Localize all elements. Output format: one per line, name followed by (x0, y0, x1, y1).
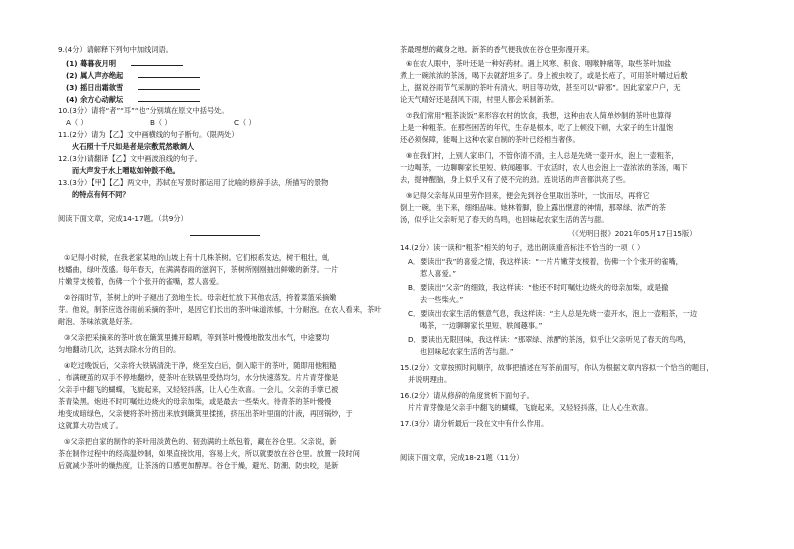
q13-line-2: 的特点有何不同？ (72, 190, 130, 199)
q14-option-d-line-2: 也回味起农家生活的苦与甜。” (420, 347, 514, 356)
para-6-line-2: 煮上一碗浓浓的茶汤，喝下去就舒坦多了。身上被虫咬了，或是长疮了，可用茶叶嚼过后敷 (400, 71, 688, 80)
para-1-line-2: 枝蟠曲，绿叶茂盛。每年春天，在满满春雨的滋润下，茶树所刚刚抽出鲜嫩的新芽。一片 (58, 265, 339, 274)
article-citation: （《光明日报》2021年05月17日15版） (568, 229, 697, 238)
q16-sentence: 片片青芽像是父亲手中翻飞的蝴蝶，飞旋起来，又轻轻抖落，让人心生欢喜。 (408, 403, 653, 412)
para-2-line-2: 芽。他说，制茶应选谷雨前采摘的茶叶，是因它们长出的茶叶味道浓郁，十分耐泡。在农人看来，茶叶 (58, 305, 382, 314)
para-5-line-1: ⑤父亲把自家的制作的茶叶用淡黄色的、韧劲满的土纸包着，藏在谷仓里。父亲说，新 (64, 437, 337, 446)
para-4-line-2: 、布满硬茧的双手不停地翻炒，使茶叶在铁锅里受热均匀，水分快速蒸发。片片青芽像是 (58, 373, 339, 382)
para-7-line-3: 还必须保障，能喝上这种农家自制的茶叶已经相当奢侈。 (400, 135, 580, 144)
para-2-line-3: 耐泡、茶味浓就是好茶。 (58, 317, 138, 326)
q9-answer-blank-2[interactable] (138, 70, 200, 78)
q10-heading: 10.(3分）请将“者”“耳”“也”分别填在原文中括号处。 (58, 106, 229, 115)
q13-heading: 13.(3分）【甲】【乙】两文中，苏轼在写景时都运用了比喻的修辞手法，所描写的景物 (58, 178, 329, 187)
q9-answer-blank-1[interactable] (131, 58, 183, 66)
q15-line-2: 并说明理由。 (408, 375, 452, 384)
q12-heading: 12.(3分)请翻译【乙】文中画波浪线的句子。 (58, 154, 202, 163)
q14-option-a-line-2: 惹人喜爱。” (420, 269, 457, 278)
para-5-line-2: 茶在制作过程中的经高温炒制，如果直接饮用，容易上火，所以就要放在谷仓里。放置一段时间 (58, 449, 360, 458)
q10-option-b: B（ ） (150, 118, 172, 127)
para-8-line-3: 去，提神醒脑，身上似乎又有了使不完的劲。连说话的声音都洪亮了些。 (400, 175, 631, 184)
para-7-line-2: 上是一种粗茶。在那些困苦的年代，生存是根本，吃了上顿没下顿，大家子的生计温饱 (400, 123, 674, 132)
q11-sentence: 火石照十千尺如是者是宗敷荒然歌绸人 (72, 142, 195, 151)
q15-heading: 15.(2分）文章按照时间顺序，故事把描述在写茶前面写，你认为根据文章内容拟一个恰当的题目， (400, 363, 714, 372)
para-4-line-1: ④吃过晚饭后，父亲将大铁锅清洗干净，烧至发白后，倒入晾干的茶叶，随即用他粗糙 (64, 361, 337, 370)
q10-option-c: C（ ） (234, 118, 256, 127)
para-4-line-5: 地变成暗绿色，父亲便将茶叶捞出来放到簸箕里揉搓，挤压出茶叶里面的汁液，再回锅炒，于 (58, 409, 353, 418)
q14-option-a-line-1: A．要读出“我”的喜爱之情，我这样读：“一片片嫩芽支棱着，伤佛一个个张开的雀嘴， (408, 257, 683, 266)
q9-answer-blank-3[interactable] (138, 82, 200, 90)
para-6-line-1: ⑥在农人眼中，茶叶还是一种好药材。遇上风寒、积食、咽喉肿痛等，取些茶叶加盐 (406, 59, 672, 68)
q10-option-a: A（ ） (66, 118, 88, 127)
para-3-line-1: ③父亲把采摘来的茶叶放在簸箕里摊开晾晒，等到茶叶慢慢地散发出水气，中途要均 (64, 333, 330, 342)
para-5-line-3: 后就减少茶叶的燥热度，让茶汤的口感更加醇厚。谷仓干燥，避光、防潮、防虫咬，是新 (58, 461, 339, 470)
q14-option-c-line-2: 喝茶，一边聊聊家长里短、轶闻趣事。” (420, 321, 543, 330)
q12-sentence: 而大声发于水上噌吰如钟鼓不绝。 (72, 166, 180, 175)
q9-item-4: (4) 余方心动献坛 (66, 94, 200, 104)
q11-heading: 11.(2分）请为【乙】文中画横线的句子断句。（限两处） (58, 130, 239, 139)
para-1-line-3: 片嫩芽支棱着，伤佛一个个张开的雀嘴，惹人喜爱。 (58, 277, 224, 286)
q16-heading: 16.(2分）请从修辞的角度赏析下面句子。 (400, 391, 534, 400)
q9-item-2: (2) 属人声亦绝起 (66, 70, 200, 80)
para-9-line-1: ⑨记得父亲每从田里劳作回来，便会先到谷仓里取出茶叶，一饮而尽，再将它 (406, 191, 650, 200)
reading-intro: 阅读下面文章，完成14-17题。（共9分） (58, 214, 188, 223)
q9-item-1: (1) 蓦暮夜月明 (66, 58, 183, 68)
right-top-line: 茶最理想的藏身之地。新茶的香气便我放在谷仓里弥漫开来。 (400, 45, 595, 54)
para-9-line-2: 倒上一碗，坐下来，细细品味。她林着脚，脸上露出惬意的神情，那翠绿、浓严的茶 (400, 203, 666, 212)
q9-heading: 9.(4分）请解释下列句中加线词语。 (58, 45, 173, 54)
q14-heading: 14.(2分）读一读和“粗茶”相关的句子，选出朗读重音标注不恰当的一项（ ） (400, 243, 645, 252)
para-4-line-3: 父亲手中翻飞的蝴蝶，飞旋起来，又轻轻抖落，让人心生欢喜。一会儿，父亲的手掌已被 (58, 385, 339, 394)
q14-option-d-line-1: D．要读出无限回味，我这样读：“那翠绿、浓酽的茶汤，似乎让父亲听见了春天的鸟鸣， (408, 335, 691, 344)
para-6-line-4: 论天气晴好还是刮风下雨，村里人都会采制新茶。 (400, 95, 559, 104)
reading-intro-2: 阅读下面文章，完成18-21题（11分） (400, 453, 524, 462)
para-8-line-1: ⑧在我们村，上别人家串门，不管你清不清，主人总是先烧一壶开水，泡上一壶粗茶， (406, 151, 679, 160)
q14-option-c-line-1: C．要读出农家生活的惬意气息，我这样读：“主人总是先烧一壶开水，泡上一壶粗茶，一边 (408, 309, 698, 318)
para-7-line-1: ⑦我们常用“粗茶淡饭”来形容农村的饮食，我想，这种由农人简单炒制的茶叶也算得 (406, 111, 672, 120)
para-8-line-2: 一边喝茶，一边聊聊家长里短、轶闻趣事。干农活时，农人也会泡上一壶浓浓的茶汤，喝下 (400, 163, 688, 172)
q17-heading: 17.(3分）请分析最后一段在文中有什么作用。 (400, 419, 549, 428)
para-2-line-1: ②谷雨时节，茶树上的叶子褪出了劲地生长。母亲赶忙放下其他农活，挎着菜篮采摘嫩 (64, 293, 337, 302)
para-4-line-6: 这就算大功告成了。 (58, 421, 123, 430)
q9-item-3: (3) 摇日出霜欲雪 (66, 82, 200, 92)
para-9-line-3: 汤，似乎让父亲听见了春天的鸟鸣，也回味起农家生活的苦与甜。 (400, 215, 609, 224)
q9-answer-blank-4[interactable] (138, 94, 200, 102)
para-6-line-3: 上，据说谷雨节气采制的茶叶有清火、明目等功效，甚至可以“辟邪”。因此家家户户，无 (400, 83, 681, 92)
para-1-line-1: ①记得小时候，在我老家某地的山坡上有十几株茶树。它们根系发达，树干粗壮，虬 (64, 253, 330, 262)
para-3-line-2: 匀地翻动几次，达到去除水分的目的。 (58, 345, 181, 354)
title-blank-line (190, 235, 260, 236)
para-4-line-4: 茶青染黑。炮进不时叮嘱灶边烧火的母亲加柴，或是最去一些柴火。待青茶的茶叶慢慢 (58, 397, 332, 406)
q14-option-b-line-2: 去一些柴火。” (420, 295, 464, 304)
q14-option-b-line-1: B．要读出“父亲”的细致，我这样读：“他还不时叮嘱灶边烧火的母亲加柴，或是撤 (408, 283, 669, 292)
